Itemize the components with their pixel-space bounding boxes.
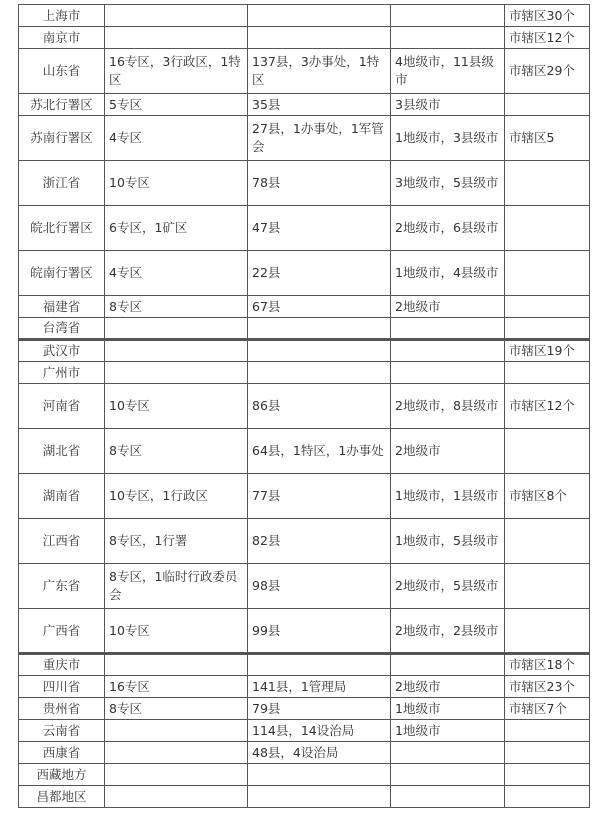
cities-cell: 2地级市: [391, 296, 505, 318]
table-row: [19, 116, 590, 161]
cities-cell: 2地级市: [391, 429, 505, 474]
districts-cell: 16专区，3行政区，1特区: [105, 49, 248, 94]
districts-cell: [105, 318, 248, 340]
table-row: [19, 764, 590, 786]
cities-cell: [391, 742, 505, 764]
districts-cell: 6专区，1矿区: [105, 206, 248, 251]
districts-cell: 4专区: [105, 251, 248, 296]
region-cell: 台湾省: [19, 318, 105, 340]
counties-cell: 141县，1管理局: [248, 676, 391, 698]
districts-cell: 10专区: [105, 161, 248, 206]
cities-cell: [391, 340, 505, 362]
municipal-districts-cell: 市辖区7个: [505, 698, 590, 720]
counties-cell: 27县，1办事处，1军管会: [248, 116, 391, 161]
cities-cell: 2地级市: [391, 676, 505, 698]
districts-cell: 8专区，1行署: [105, 519, 248, 564]
table-row: [19, 318, 590, 340]
districts-cell: [105, 764, 248, 786]
table-body: [19, 5, 590, 808]
cities-cell: 2地级市，6县级市: [391, 206, 505, 251]
table-row: [19, 429, 590, 474]
cities-cell: [391, 654, 505, 676]
cities-cell: 2地级市，8县级市: [391, 384, 505, 429]
districts-cell: [105, 362, 248, 384]
counties-cell: 67县: [248, 296, 391, 318]
counties-cell: 99县: [248, 609, 391, 654]
data-table: [18, 4, 590, 808]
counties-cell: 78县: [248, 161, 391, 206]
municipal-districts-cell: 市辖区29个: [505, 49, 590, 94]
municipal-districts-cell: 市辖区30个: [505, 5, 590, 27]
counties-cell: 22县: [248, 251, 391, 296]
municipal-districts-cell: 市辖区8个: [505, 474, 590, 519]
table-row: [19, 676, 590, 698]
cities-cell: 1地级市: [391, 698, 505, 720]
region-cell: 苏北行署区: [19, 94, 105, 116]
counties-cell: 82县: [248, 519, 391, 564]
municipal-districts-cell: 市辖区12个: [505, 384, 590, 429]
region-cell: 南京市: [19, 27, 105, 49]
region-cell: 苏南行署区: [19, 116, 105, 161]
cities-cell: [391, 764, 505, 786]
region-cell: 皖北行署区: [19, 206, 105, 251]
municipal-districts-cell: [505, 720, 590, 742]
region-cell: 湖南省: [19, 474, 105, 519]
region-cell: 贵州省: [19, 698, 105, 720]
counties-cell: [248, 362, 391, 384]
municipal-districts-cell: 市辖区19个: [505, 340, 590, 362]
municipal-districts-cell: 市辖区12个: [505, 27, 590, 49]
region-cell: 广西省: [19, 609, 105, 654]
region-cell: 云南省: [19, 720, 105, 742]
counties-cell: [248, 654, 391, 676]
cities-cell: 1地级市，4县级市: [391, 251, 505, 296]
municipal-districts-cell: [505, 362, 590, 384]
counties-cell: 79县: [248, 698, 391, 720]
municipal-districts-cell: [505, 742, 590, 764]
table-row: [19, 94, 590, 116]
municipal-districts-cell: 市辖区23个: [505, 676, 590, 698]
counties-cell: 86县: [248, 384, 391, 429]
districts-cell: [105, 654, 248, 676]
region-cell: 重庆市: [19, 654, 105, 676]
municipal-districts-cell: [505, 296, 590, 318]
cities-cell: [391, 318, 505, 340]
table-row: [19, 519, 590, 564]
region-cell: 河南省: [19, 384, 105, 429]
table-row: [19, 5, 590, 27]
municipal-districts-cell: 市辖区5: [505, 116, 590, 161]
table-row: [19, 161, 590, 206]
region-cell: 浙江省: [19, 161, 105, 206]
region-cell: 江西省: [19, 519, 105, 564]
municipal-districts-cell: [505, 609, 590, 654]
region-cell: 广东省: [19, 564, 105, 609]
region-cell: 广州市: [19, 362, 105, 384]
table-row: [19, 27, 590, 49]
districts-cell: [105, 720, 248, 742]
cities-cell: 2地级市，5县级市: [391, 564, 505, 609]
counties-cell: 47县: [248, 206, 391, 251]
cities-cell: [391, 5, 505, 27]
cities-cell: 1地级市，1县级市: [391, 474, 505, 519]
table-row: [19, 206, 590, 251]
table-row: [19, 698, 590, 720]
municipal-districts-cell: [505, 161, 590, 206]
districts-cell: 10专区: [105, 609, 248, 654]
region-cell: 皖南行署区: [19, 251, 105, 296]
counties-cell: [248, 764, 391, 786]
table-row: [19, 251, 590, 296]
cities-cell: [391, 786, 505, 808]
districts-cell: 16专区: [105, 676, 248, 698]
municipal-districts-cell: [505, 318, 590, 340]
cities-cell: 4地级市，11县级市: [391, 49, 505, 94]
districts-cell: [105, 340, 248, 362]
counties-cell: 98县: [248, 564, 391, 609]
districts-cell: [105, 786, 248, 808]
counties-cell: [248, 27, 391, 49]
cities-cell: 2地级市，2县级市: [391, 609, 505, 654]
region-cell: 昌都地区: [19, 786, 105, 808]
table-row: [19, 384, 590, 429]
table-row: [19, 474, 590, 519]
cities-cell: 3地级市，5县级市: [391, 161, 505, 206]
table-row: [19, 742, 590, 764]
counties-cell: 64县，1特区，1办事处: [248, 429, 391, 474]
cities-cell: 1地级市: [391, 720, 505, 742]
municipal-districts-cell: [505, 519, 590, 564]
counties-cell: 137县，3办事处，1特区: [248, 49, 391, 94]
cities-cell: [391, 27, 505, 49]
table-row: [19, 564, 590, 609]
counties-cell: 114县，14设治局: [248, 720, 391, 742]
districts-cell: 8专区: [105, 698, 248, 720]
districts-cell: 8专区: [105, 429, 248, 474]
region-cell: 四川省: [19, 676, 105, 698]
table-row: [19, 654, 590, 676]
table-row: [19, 296, 590, 318]
region-cell: 上海市: [19, 5, 105, 27]
districts-cell: 5专区: [105, 94, 248, 116]
region-cell: 山东省: [19, 49, 105, 94]
municipal-districts-cell: [505, 429, 590, 474]
districts-cell: [105, 27, 248, 49]
districts-cell: 10专区: [105, 384, 248, 429]
cities-cell: 3县级市: [391, 94, 505, 116]
districts-cell: 4专区: [105, 116, 248, 161]
counties-cell: [248, 318, 391, 340]
counties-cell: 35县: [248, 94, 391, 116]
table-row: [19, 362, 590, 384]
municipal-districts-cell: [505, 251, 590, 296]
counties-cell: [248, 340, 391, 362]
cities-cell: [391, 362, 505, 384]
counties-cell: 77县: [248, 474, 391, 519]
cities-cell: 1地级市，3县级市: [391, 116, 505, 161]
region-cell: 武汉市: [19, 340, 105, 362]
districts-cell: 8专区: [105, 296, 248, 318]
municipal-districts-cell: 市辖区18个: [505, 654, 590, 676]
districts-cell: [105, 742, 248, 764]
region-cell: 西藏地方: [19, 764, 105, 786]
region-cell: 福建省: [19, 296, 105, 318]
region-cell: 湖北省: [19, 429, 105, 474]
districts-cell: [105, 5, 248, 27]
table-row: [19, 340, 590, 362]
table-row: [19, 609, 590, 654]
municipal-districts-cell: [505, 206, 590, 251]
table-row: [19, 720, 590, 742]
municipal-districts-cell: [505, 94, 590, 116]
districts-cell: 10专区，1行政区: [105, 474, 248, 519]
districts-cell: 8专区，1临时行政委员会: [105, 564, 248, 609]
counties-cell: [248, 786, 391, 808]
counties-cell: [248, 5, 391, 27]
counties-cell: 48县，4设治局: [248, 742, 391, 764]
municipal-districts-cell: [505, 564, 590, 609]
region-cell: 西康省: [19, 742, 105, 764]
municipal-districts-cell: [505, 764, 590, 786]
table-row: [19, 786, 590, 808]
cities-cell: 1地级市，5县级市: [391, 519, 505, 564]
municipal-districts-cell: [505, 786, 590, 808]
table-row: [19, 49, 590, 94]
